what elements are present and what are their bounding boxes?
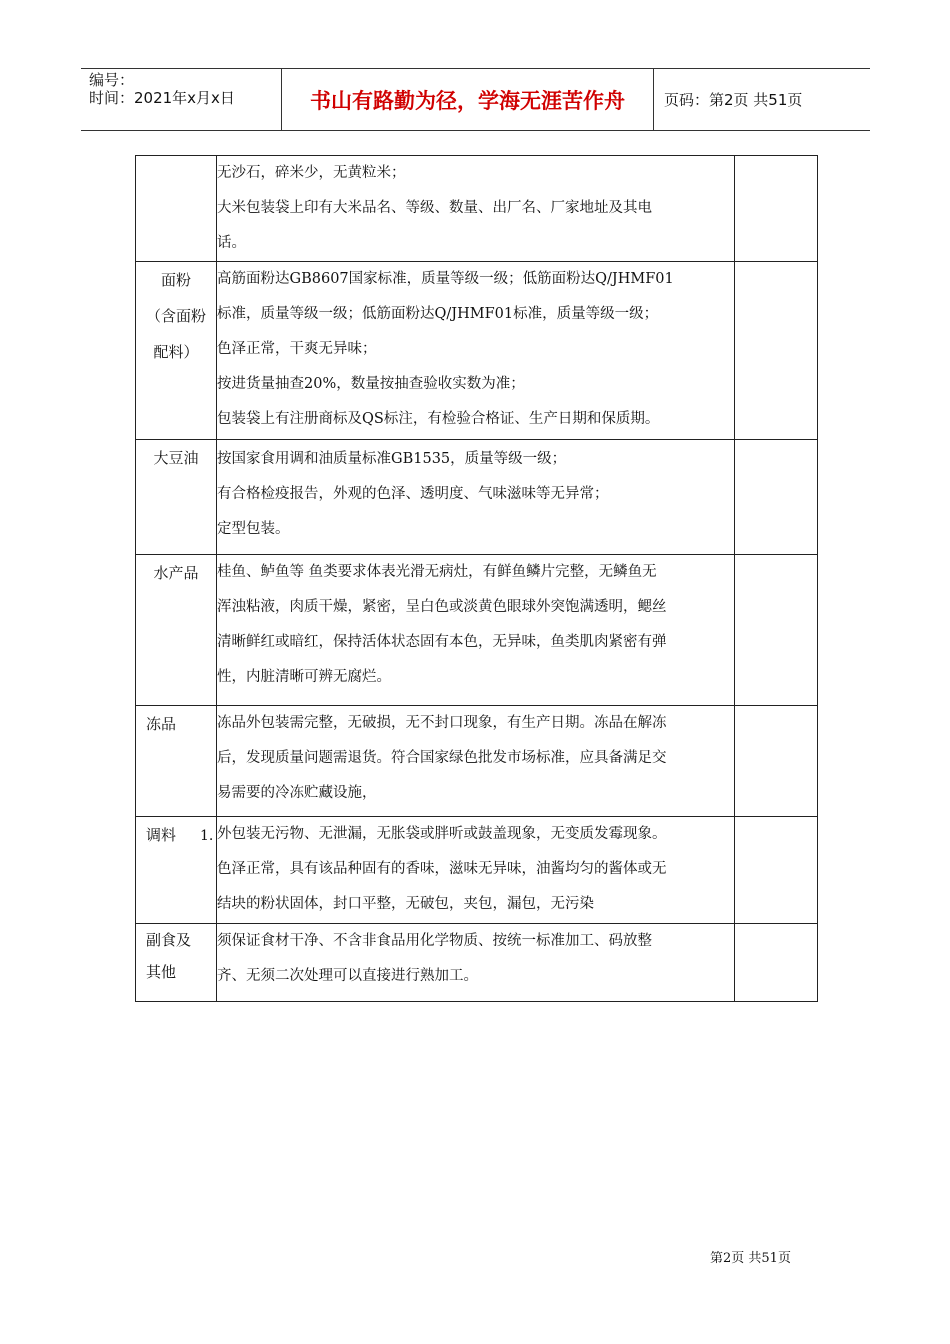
category-line: 配料） <box>153 343 199 361</box>
desc-line: 包装袋上有注册商标及QS标注，有检验合格证、生产日期和保质期。 <box>217 411 660 427</box>
category-cell <box>136 156 217 262</box>
desc-line: 桂鱼、鲈鱼等 鱼类要求体表光滑无病灶，有鲜鱼鳞片完整，无鳞鱼无 <box>217 564 657 580</box>
desc-line: 标准，质量等级一级；低筋面粉达Q/JHMF01标准，质量等级一级； <box>217 306 659 322</box>
remark-cell <box>735 706 818 817</box>
remark-cell <box>735 156 818 262</box>
remark-cell <box>735 262 818 440</box>
desc-line: 按国家食用调和油质量标准GB1535，质量等级一级； <box>217 451 567 467</box>
desc-line: 易需要的冷冻贮藏设施， <box>217 785 377 801</box>
page-header <box>81 68 870 131</box>
desc-line: 无沙石，碎米少，无黄粒米； <box>217 165 406 181</box>
table-row <box>136 440 818 555</box>
ingredient-spec-table <box>135 155 818 1002</box>
desc-line: 按进货量抽查20%，数量按抽查验收实数为准； <box>217 376 525 392</box>
desc-line: 高筋面粉达GB8607国家标准，质量等级一级；低筋面粉达Q/JHMF01 <box>217 271 674 287</box>
desc-line: 色泽正常，具有该品种固有的香味，滋味无异味，油酱均匀的酱体或无 <box>217 861 667 877</box>
remark-cell <box>735 924 818 1002</box>
category-cell: 大豆油 <box>136 440 217 555</box>
description-cell <box>217 817 735 924</box>
table-row <box>136 555 818 706</box>
header-meta <box>81 69 281 130</box>
page-footer: 第2页 共51页 <box>710 1251 791 1266</box>
category-line: 副食及 <box>146 931 192 949</box>
desc-line: 有合格检疫报告，外观的色泽、透明度、气味滋味等无异常； <box>217 486 609 502</box>
description-cell <box>217 924 735 1002</box>
desc-line: 结块的粉状固体，封口平整，无破包，夹包，漏包，无污染 <box>217 896 594 912</box>
desc-line: 齐、无须二次处理可以直接进行熟加工。 <box>217 968 478 984</box>
header-motto: 书山有路勤为径，学海无涯苦作舟 <box>281 69 654 130</box>
header-page-info: 页码：第2页 共51页 <box>664 91 803 109</box>
category-line: （含面粉 <box>145 307 206 325</box>
table-row <box>136 156 818 262</box>
desc-line: 清晰鲜红或暗红，保持活体状态固有本色，无异味，鱼类肌肉紧密有弹 <box>217 634 667 650</box>
table-row <box>136 924 818 1002</box>
category-cell <box>136 817 217 924</box>
category-cell: 冻品 <box>136 706 217 817</box>
desc-line: 色泽正常，干爽无异味； <box>217 341 377 357</box>
number-label: 编号： <box>89 71 135 89</box>
desc-line: 浑浊粘液，肉质干燥，紧密，呈白色或淡黄色眼球外突饱满透明，鳃丝 <box>217 599 667 615</box>
desc-line: 冻品外包装需完整，无破损，无不封口现象，有生产日期。冻品在解冻 <box>217 715 667 731</box>
table-row <box>136 706 818 817</box>
desc-line: 须保证食材干净、不含非食品用化学物质、按统一标准加工、码放整 <box>217 933 652 949</box>
desc-line: 大米包装袋上印有大米品名、等级、数量、出厂名、厂家地址及其电 <box>217 200 652 216</box>
category-label: 调料 <box>146 826 177 844</box>
description-cell <box>217 262 735 440</box>
description-cell <box>217 555 735 706</box>
desc-line: 定型包装。 <box>217 521 290 537</box>
remark-cell <box>735 817 818 924</box>
table-row <box>136 262 818 440</box>
remark-cell <box>735 440 818 555</box>
description-cell <box>217 706 735 817</box>
category-cell: 水产品 <box>136 555 217 706</box>
desc-line: 外包装无污物、无泄漏，无胀袋或胖听或鼓盖现象，无变质发霉现象。 <box>217 826 667 842</box>
desc-line: 性，内脏清晰可辨无腐烂。 <box>217 669 391 685</box>
category-cell <box>136 924 217 1002</box>
description-cell <box>217 440 735 555</box>
remark-cell <box>735 555 818 706</box>
description-cell <box>217 156 735 262</box>
date-label: 时间：2021年x月x日 <box>89 89 235 107</box>
category-line: 其他 <box>146 963 177 981</box>
category-line: 面粉 <box>160 271 191 289</box>
table-row <box>136 817 818 924</box>
category-cell <box>136 262 217 440</box>
list-number: 1. <box>200 828 214 844</box>
desc-line: 话。 <box>217 235 246 251</box>
desc-line: 后，发现质量问题需退货。符合国家绿色批发市场标准，应具备满足交 <box>217 750 667 766</box>
